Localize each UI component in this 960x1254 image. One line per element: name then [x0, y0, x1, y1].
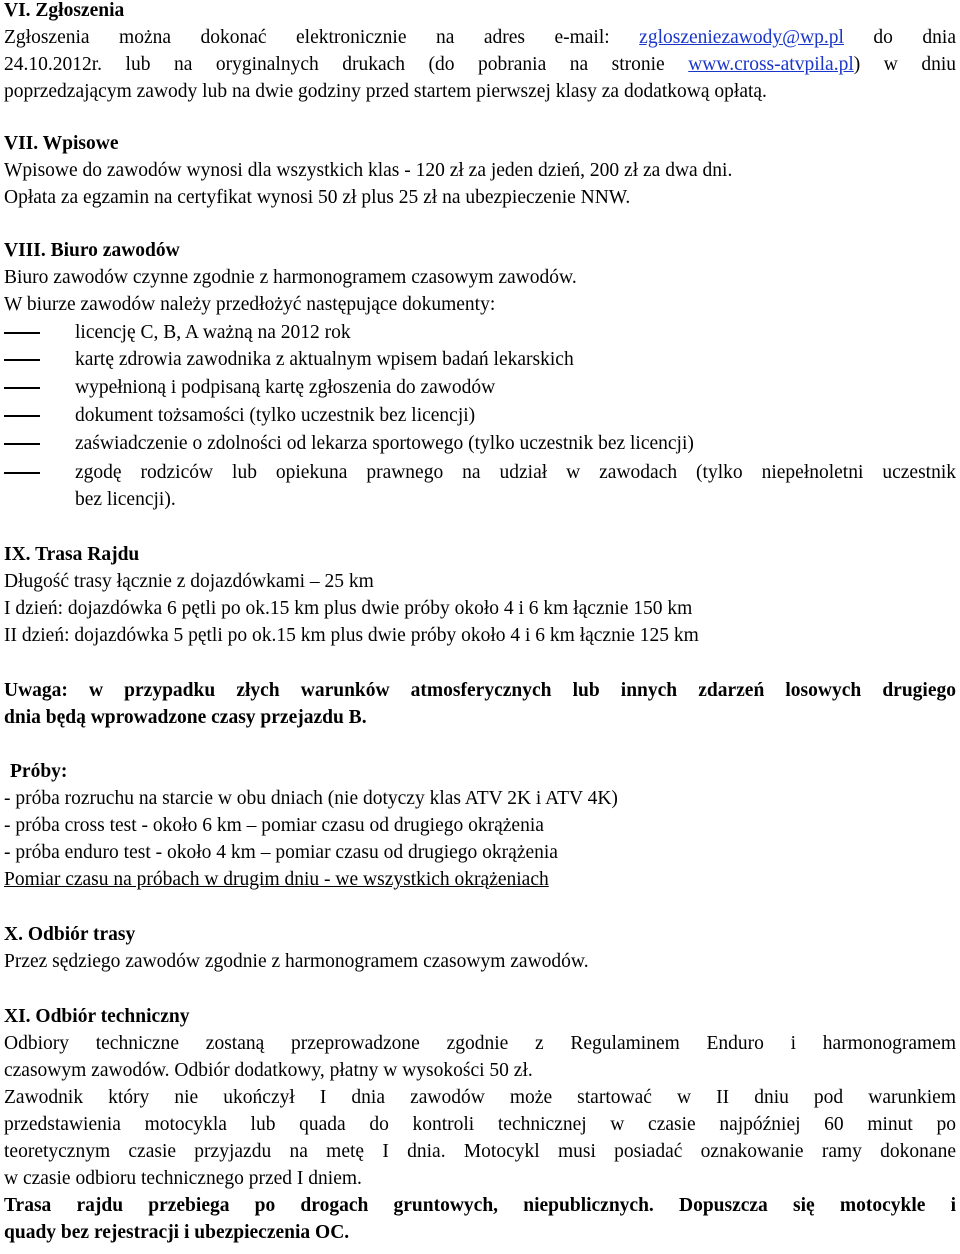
timing-note: Pomiar czasu na próbach w drugim dniu - we wszystkich okrążeniach — [4, 869, 549, 890]
paragraph-line: 24.10.2012r. lub na oryginalnych drukach (do pobrania na stronie www.cross-atvpila.pl) w dniu — [4, 54, 956, 75]
paragraph-line: Odbiory techniczne zostaną przeprowadzone zgodnie z Regulaminem Enduro i harmonogramem — [4, 1033, 956, 1054]
paragraph-line: Zawodnik który nie ukończył I dnia zawodów może startować w II dniu pod warunkiem — [4, 1087, 956, 1108]
paragraph-line: Opłata za egzamin na certyfikat wynosi 50 zł plus 25 zł na ubezpieczenie NNW. — [4, 187, 631, 208]
list-item: wypełnioną i podpisaną kartę zgłoszenia do zawodów — [75, 377, 496, 398]
section-heading-biuro: VIII. Biuro zawodów — [4, 240, 180, 261]
paragraph-line: I dzień: dojazdówka 6 pętli po ok.15 km plus dwie próby około 4 i 6 km łącznie 150 km — [4, 598, 693, 619]
section-heading-wpisowe: VII. Wpisowe — [4, 133, 119, 154]
proba-item: - próba rozruchu na starcie w obu dniach (nie dotyczy klas ATV 2K i ATV 4K) — [4, 788, 618, 809]
paragraph-line: Długość trasy łącznie z dojazdówkami – 25 km — [4, 571, 374, 592]
list-dash — [4, 332, 40, 334]
list-item-continuation: bez licencji). — [75, 489, 176, 510]
paragraph-line: W biurze zawodów należy przedłożyć następujące dokumenty: — [4, 294, 496, 315]
weather-note: dnia będą wprowadzone czasy przejazdu B. — [4, 707, 367, 728]
paragraph-line: Wpisowe do zawodów wynosi dla wszystkich klas - 120 zł za jeden dzień, 200 zł za dwa dni. — [4, 160, 733, 181]
route-note: Trasa rajdu przebiega po drogach gruntowych, niepublicznych. Dopuszcza się motocykle i — [4, 1195, 956, 1216]
list-item: dokument tożsamości (tylko uczestnik bez licencji) — [75, 405, 476, 426]
list-dash — [4, 472, 40, 474]
section-heading-zgloszenia: VI. Zgłoszenia — [4, 0, 125, 21]
proby-heading: Próby: — [10, 761, 68, 782]
email-link[interactable]: zgloszeniezawody@wp.pl — [639, 27, 844, 48]
paragraph-line: Przez sędziego zawodów zgodnie z harmonogramem czasowym zawodów. — [4, 951, 589, 972]
website-link[interactable]: www.cross-atvpila.pl — [688, 54, 854, 75]
list-dash — [4, 387, 40, 389]
paragraph-line: teoretycznym czasie przyjazdu na metę I dnia. Motocykl musi posiadać oznakowanie ramy dokonane — [4, 1141, 956, 1162]
section-heading-odbior-techniczny: XI. Odbiór techniczny — [4, 1006, 190, 1027]
proba-item: - próba enduro test - około 4 km – pomiar czasu od drugiego okrążenia — [4, 842, 558, 863]
list-item: zaświadczenie o zdolności od lekarza sportowego (tylko uczestnik bez licencji) — [75, 433, 694, 454]
paragraph-line: Zgłoszenia można dokonać elektronicznie na adres e-mail: zgloszeniezawody@wp.pl do dnia — [4, 27, 956, 48]
paragraph-line: czasowym zawodów. Odbiór dodatkowy, płatny w wysokości 50 zł. — [4, 1060, 533, 1081]
weather-note: Uwaga: w przypadku złych warunków atmosferycznych lub innych zdarzeń losowych drugiego — [4, 680, 956, 701]
paragraph-line: przedstawienia motocykla lub quada do kontroli technicznej w czasie najpóźniej 60 minut po — [4, 1114, 956, 1135]
list-item: licencję C, B, A ważną na 2012 rok — [75, 322, 351, 343]
list-item: zgodę rodziców lub opiekuna prawnego na udział w zawodach (tylko niepełnoletni uczestnik — [75, 462, 956, 483]
paragraph-line: Biuro zawodów czynne zgodnie z harmonogramem czasowym zawodów. — [4, 267, 577, 288]
route-note: quady bez rejestracji i ubezpieczenia OC. — [4, 1222, 350, 1243]
list-dash — [4, 415, 40, 417]
paragraph-line: II dzień: dojazdówka 5 pętli po ok.15 km plus dwie próby około 4 i 6 km łącznie 125 km — [4, 625, 699, 646]
paragraph-line: w czasie odbioru technicznego przed I dniem. — [4, 1168, 362, 1189]
list-dash — [4, 359, 40, 361]
section-heading-trasa: IX. Trasa Rajdu — [4, 544, 140, 565]
paragraph-line: poprzedzającym zawody lub na dwie godziny przed startem pierwszej klasy za dodatkową opłatą. — [4, 81, 767, 102]
list-dash — [4, 443, 40, 445]
list-item: kartę zdrowia zawodnika z aktualnym wpisem badań lekarskich — [75, 349, 574, 370]
proba-item: - próba cross test - około 6 km – pomiar czasu od drugiego okrążenia — [4, 815, 544, 836]
section-heading-odbior-trasy: X. Odbiór trasy — [4, 924, 136, 945]
